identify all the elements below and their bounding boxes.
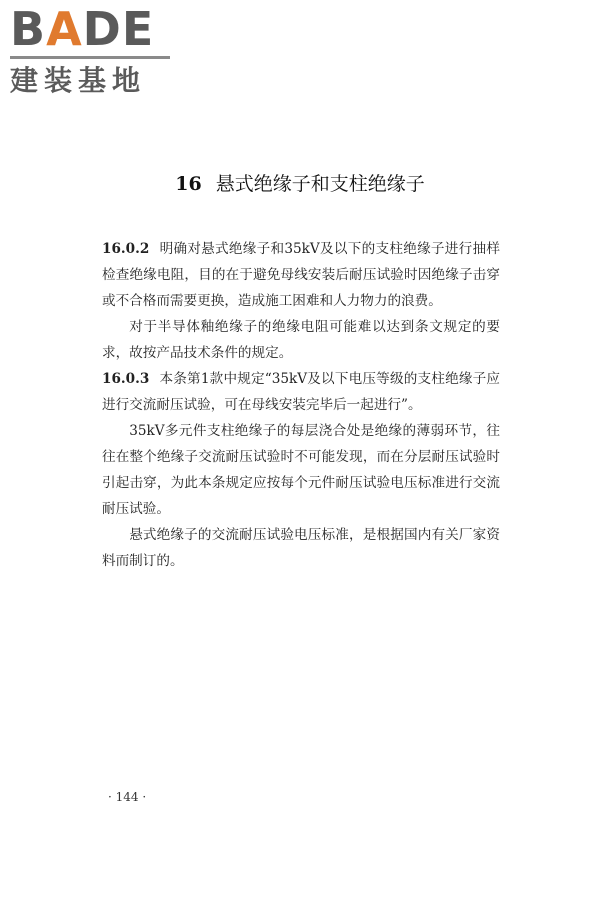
chapter-title [0, 170, 600, 198]
logo-letter-accent: A [46, 2, 83, 56]
clause-number: 16.0.2 [102, 241, 150, 257]
logo-wordmark [10, 4, 180, 54]
logo-letter-prefix: B [10, 2, 47, 56]
paragraph: 悬式绝缘子的交流耐压试验电压标准，是根据国内有关厂家资料而制订的。 [102, 527, 500, 569]
clause-number: 16.0.3 [102, 371, 150, 387]
chapter-title-text: 悬式绝缘子和支柱绝缘子 [215, 173, 425, 195]
clause-16-0-2 [102, 236, 500, 314]
clause-text: 明确对悬式绝缘子和35kV及以下的支柱绝缘子进行抽样检查绝缘电阻，目的在于避免母线安装后耐压试验时因绝缘子击穿或不合格而需要更换，造成施工困难和人力物力的浪费。 [102, 241, 500, 309]
page-number: · 144 · [108, 790, 147, 804]
logo-chinese-text: 建装基地 [10, 64, 147, 97]
brand-logo [10, 4, 180, 97]
logo-divider [10, 56, 170, 59]
logo-letter-suffix: DE [82, 2, 155, 56]
clause-16-0-3 [102, 366, 500, 418]
chapter-body [102, 236, 500, 574]
clause-text: 本条第1款中规定“35kV及以下电压等级的支柱绝缘子应进行交流耐压试验，可在母线安装完毕后一起进行”。 [102, 371, 500, 413]
paragraph: 对于半导体釉绝缘子的绝缘电阻可能难以达到条文规定的要求，故按产品技术条件的规定。 [102, 319, 500, 361]
paragraph: 35kV多元件支柱绝缘子的每层浇合处是绝缘的薄弱环节，往往在整个绝缘子交流耐压试验时不可能发现，而在分层耐压试验时引起击穿，为此本条规定应按每个元件耐压试验电压标准进行交流耐压试验。 [102, 423, 500, 517]
chapter-number: 16 [175, 173, 202, 195]
